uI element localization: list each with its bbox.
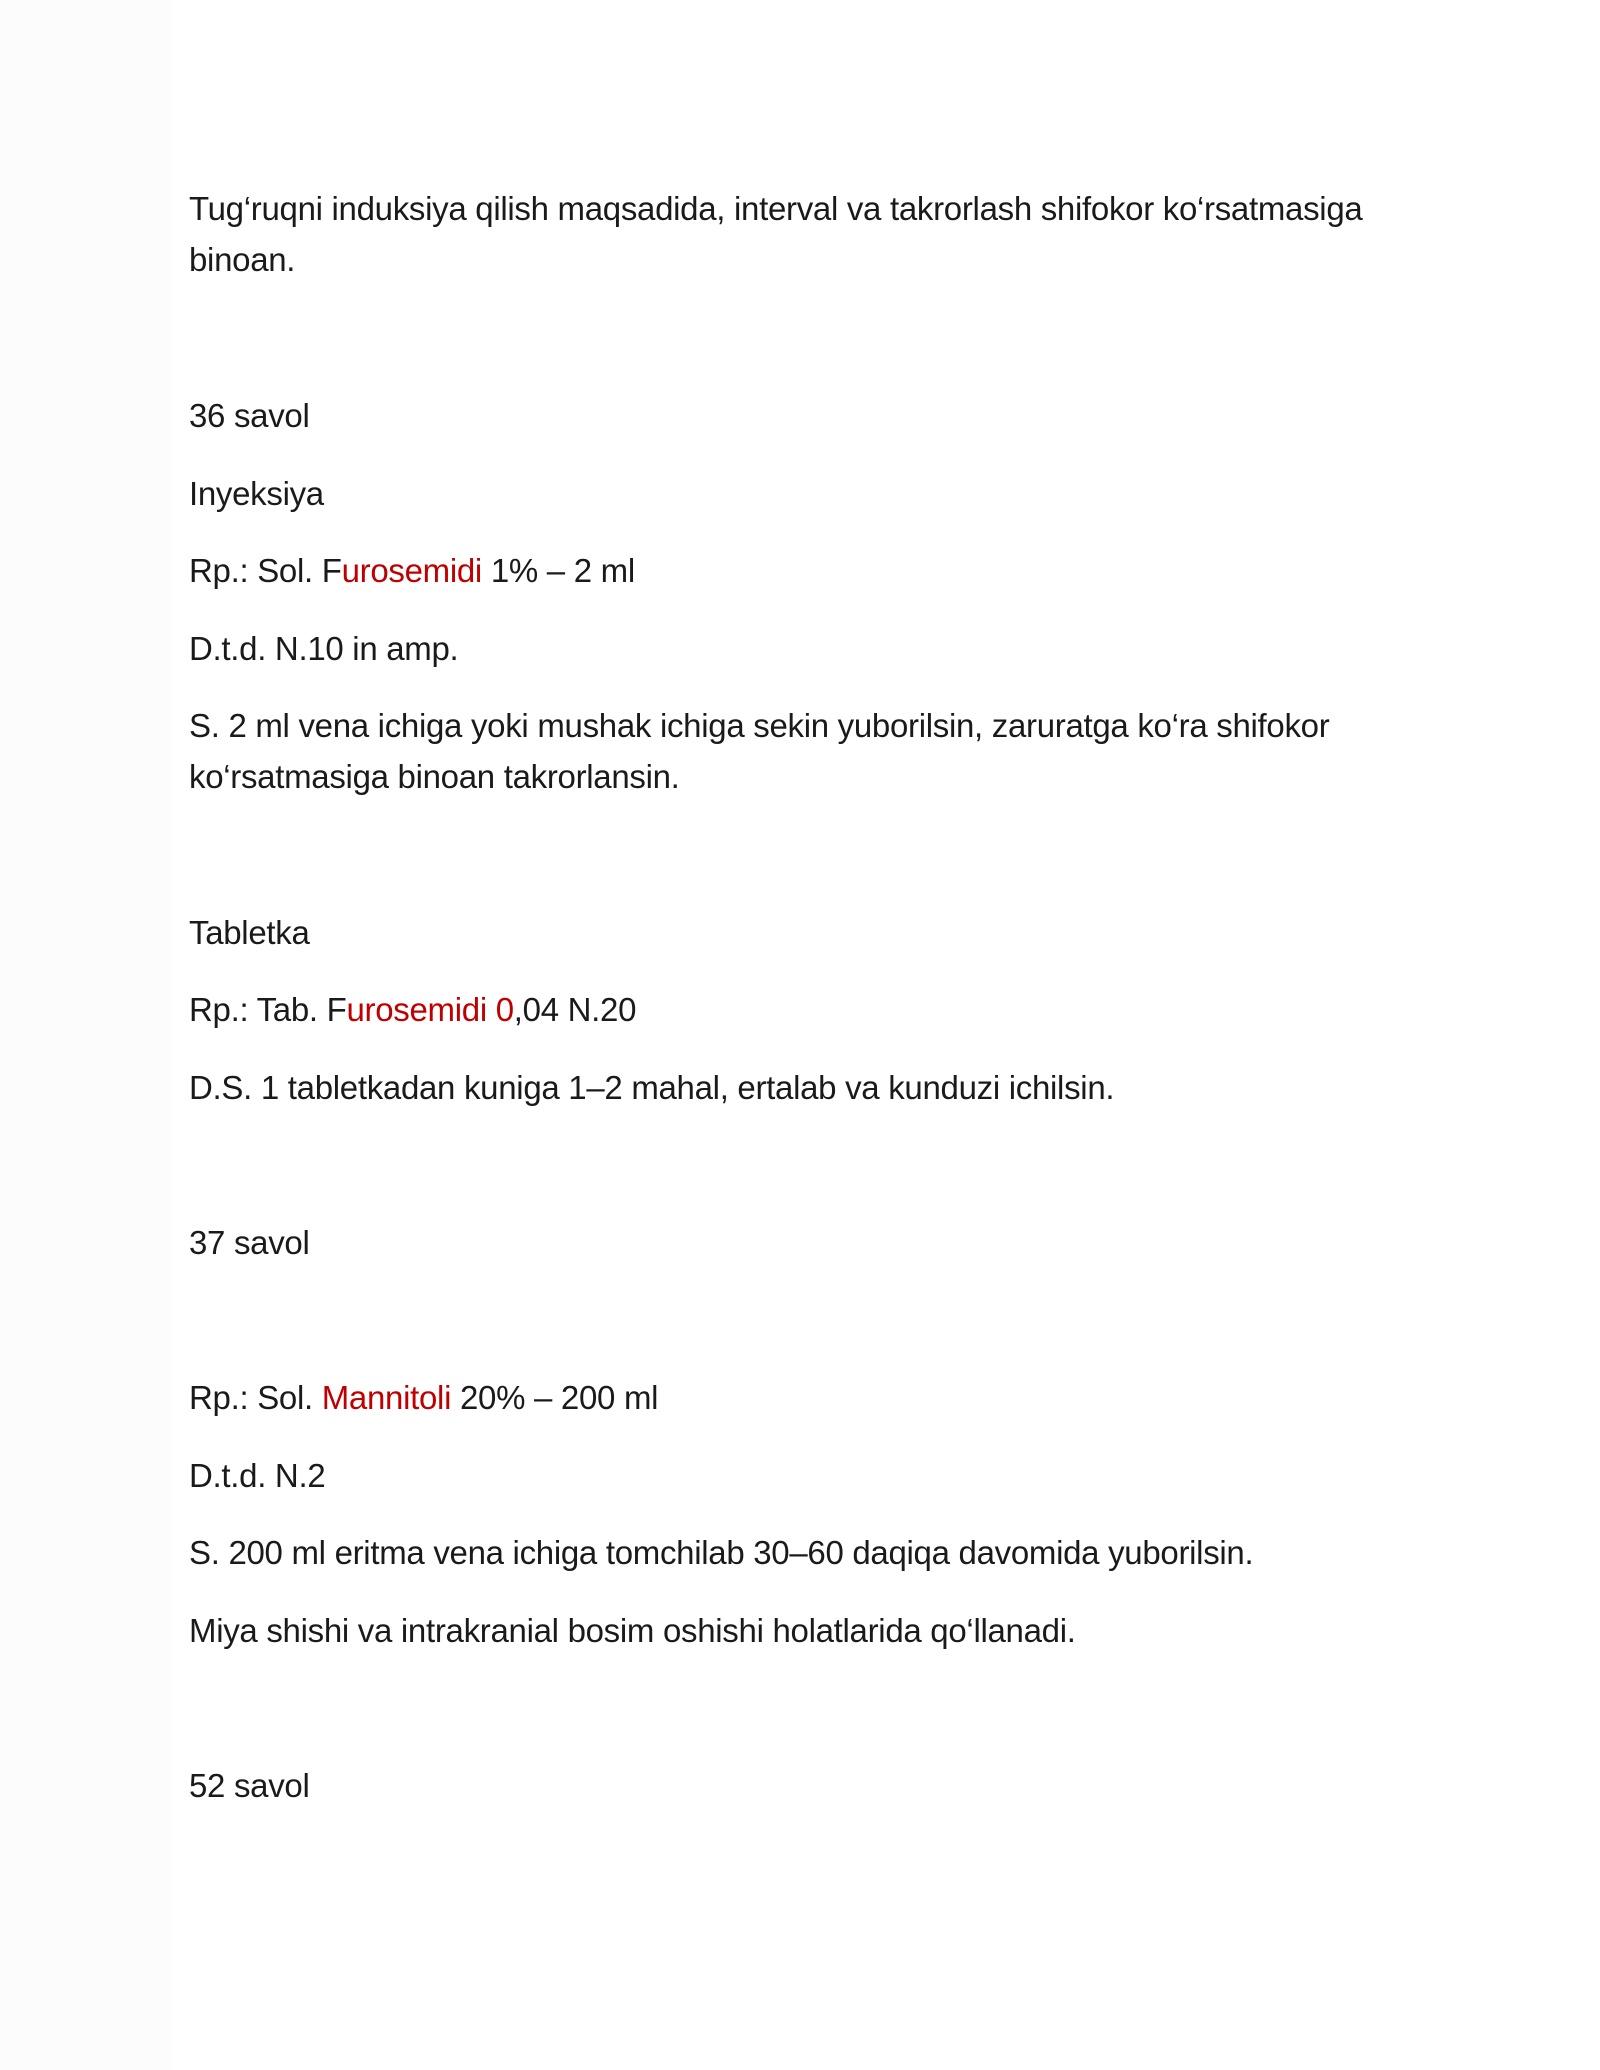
prescription-furosemide-tablet [189, 991, 636, 1029]
rx-prefix: Rp.: Tab. F [189, 991, 347, 1028]
tablet-signa: D.S. 1 tabletkadan kuniga 1–2 mahal, ertalab va kunduzi ichilsin. [189, 1069, 1115, 1106]
rx-dose: ,04 N.20 [513, 991, 637, 1028]
question-37-heading: 37 savol [189, 1224, 310, 1261]
drug-name-highlight: urosemidi 0 [346, 991, 514, 1028]
mannitol-signa: S. 200 ml eritma vena ichiga tomchilab 30–60 daqiqa davomida yuborilsin. [189, 1534, 1254, 1571]
question-52-heading: 52 savol [189, 1767, 310, 1804]
mannitol-indication-note: Miya shishi va intrakranial bosim oshishi holatlarida qo‘llanadi. [189, 1612, 1076, 1649]
drug-name-highlight: Mannitoli [321, 1379, 452, 1416]
intro-line-2: binoan. [189, 241, 296, 278]
intro-line-1: Tug‘ruqni induksiya qilish maqsadida, interval va takrorlash shifokor ko‘rsatmasiga [189, 190, 1363, 227]
prescription-mannitol [189, 1379, 658, 1417]
rx-prefix: Rp.: Sol. [189, 1379, 322, 1416]
rx-dose: 20% – 200 ml [451, 1379, 659, 1416]
question-36-heading: 36 savol [189, 397, 310, 434]
rx-dose: 1% – 2 ml [481, 552, 635, 589]
signa-line-2: ko‘rsatmasiga binoan takrorlansin. [189, 758, 680, 795]
dtd-line: D.t.d. N.10 in amp. [189, 630, 459, 667]
tablet-label: Tabletka [189, 914, 310, 951]
signa-line-1: S. 2 ml vena ichiga yoki mushak ichiga sekin yuborilsin, zaruratga ko‘ra shifokor [189, 707, 1330, 744]
injection-label: Inyeksiya [189, 475, 324, 512]
mannitol-dtd: D.t.d. N.2 [189, 1457, 326, 1494]
prescription-furosemide-injection [189, 552, 635, 590]
drug-name-highlight: urosemidi [341, 552, 482, 589]
rx-prefix: Rp.: Sol. F [189, 552, 342, 589]
